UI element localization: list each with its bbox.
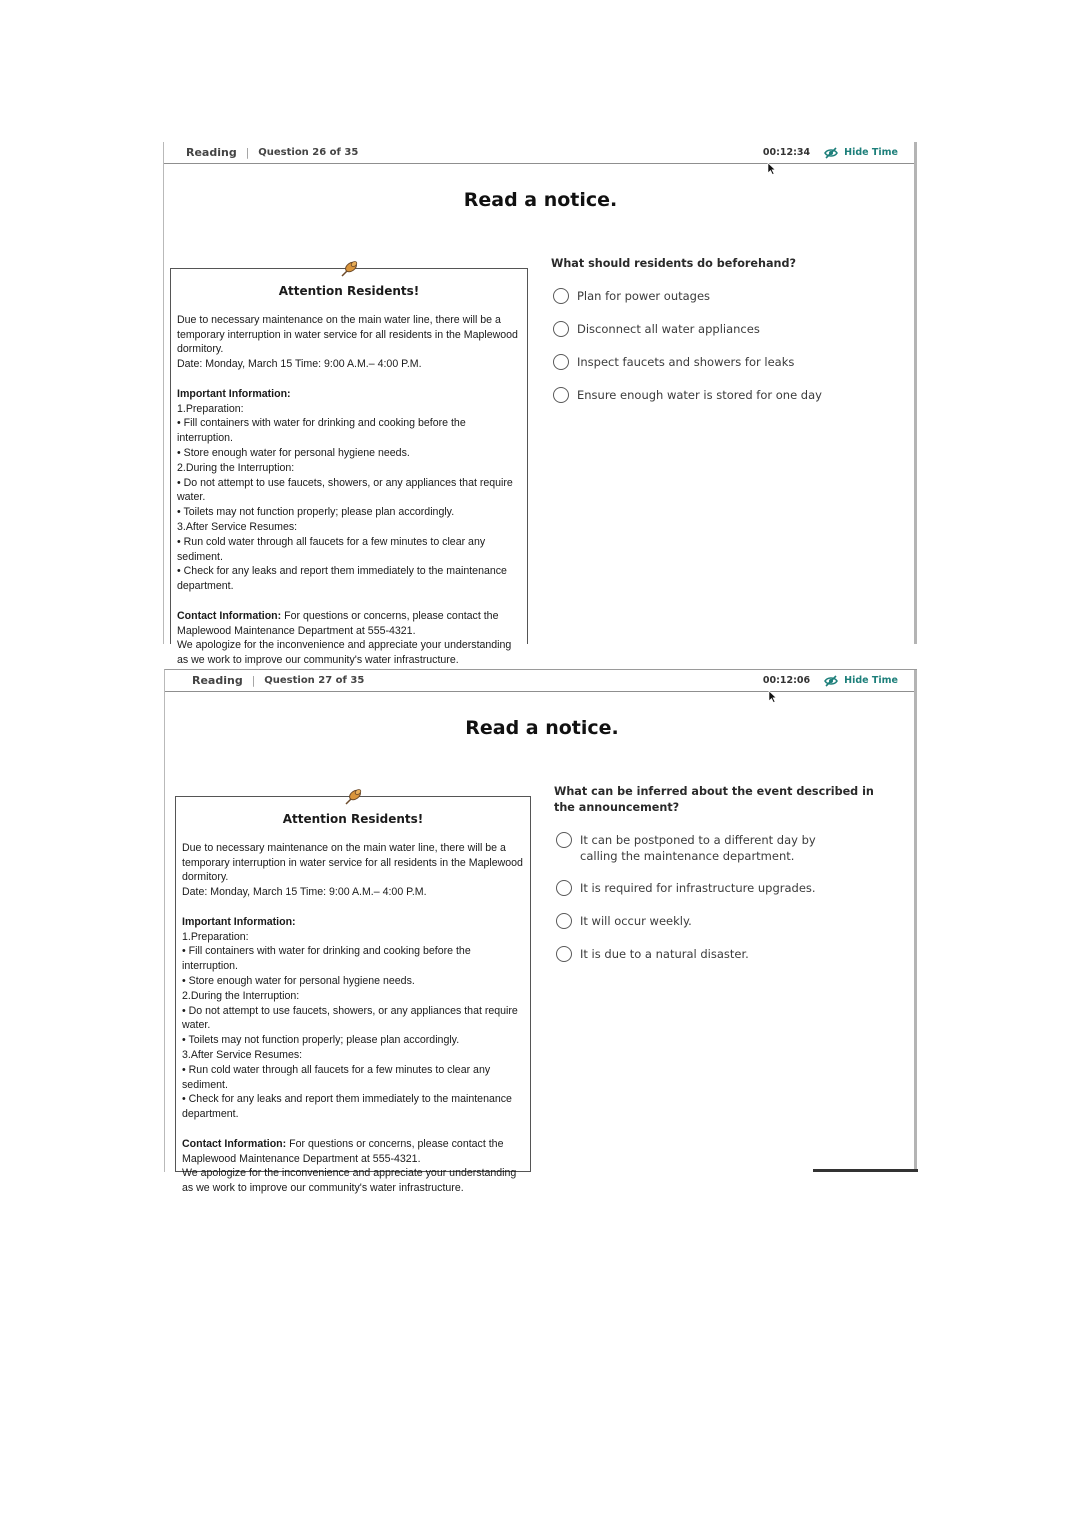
radio-button[interactable]: [556, 832, 572, 848]
notice-title: Attention Residents!: [282, 812, 424, 826]
after-item: • Check for any leaks and report them immediately to the maintenance department.: [177, 565, 507, 593]
radio-button[interactable]: [553, 288, 569, 304]
radio-button[interactable]: [556, 913, 572, 929]
contact-info: [182, 1137, 524, 1167]
radio-button[interactable]: [553, 354, 569, 370]
hide-time-button[interactable]: Hide Time: [844, 147, 898, 158]
answer-options: [555, 832, 875, 962]
question-prompt: What should residents do beforehand?: [551, 257, 796, 270]
eye-slash-icon[interactable]: [824, 675, 838, 687]
important-label: Important Information:: [177, 387, 291, 400]
section-label: Reading: [192, 674, 243, 687]
answer-option[interactable]: Disconnect all water appliances: [552, 321, 892, 337]
test-screen-q27: [164, 669, 917, 1195]
contact-text: For questions or concerns, please contact the Maplewood Maintenance Department at 555-4321.: [177, 609, 499, 637]
after-item: • Check for any leaks and report them immediately to the maintenance department.: [182, 1093, 512, 1121]
section-label: Reading: [186, 146, 237, 159]
radio-button[interactable]: [556, 946, 572, 962]
window-edge: [914, 670, 917, 1172]
during-item: • Do not attempt to use faucets, showers, or any appliances that require water.: [177, 476, 513, 504]
notice-apology: We apologize for the inconvenience and appreciate your understanding as we work to improve our community's water infrastructure.: [177, 639, 512, 667]
test-screen-q26: [163, 142, 917, 667]
after-item: • Run cold water through all faucets for a few minutes to clear any sediment.: [177, 535, 486, 563]
answer-option[interactable]: It will occur weekly.: [555, 913, 875, 929]
during-item: • Toilets may not function properly; please plan accordingly.: [177, 506, 455, 519]
page-heading: Read a notice.: [465, 717, 619, 739]
timer: 00:12:34: [762, 147, 811, 158]
during-item: • Do not attempt to use faucets, showers, or any appliances that require water.: [182, 1004, 518, 1032]
contact-label: Contact Information:: [177, 609, 282, 622]
radio-button[interactable]: [556, 880, 572, 896]
contact-text: For questions or concerns, please contact the Maplewood Maintenance Department at 555-4321.: [182, 1137, 504, 1165]
notice-card: [170, 268, 528, 667]
answer-option[interactable]: It is required for infrastructure upgrades.: [555, 880, 875, 896]
after-item: • Run cold water through all faucets for a few minutes to clear any sediment.: [182, 1063, 491, 1091]
preparation-item: • Store enough water for personal hygiene needs.: [177, 446, 410, 459]
notice-date: Date: Monday, March 15 Time: 9:00 A.M.– 4:00 P.M.: [177, 358, 422, 371]
pushpin-icon: [343, 788, 363, 806]
preparation-item: • Store enough water for personal hygiene needs.: [182, 974, 415, 987]
radio-button[interactable]: [553, 321, 569, 337]
preparation-label: 1.Preparation:: [182, 930, 249, 943]
mouse-pointer-icon: [767, 162, 776, 175]
answer-option[interactable]: Ensure enough water is stored for one day: [552, 387, 892, 403]
answer-option[interactable]: It can be postponed to a different day by calling the maintenance department.: [555, 832, 875, 864]
eye-slash-icon[interactable]: [824, 147, 838, 159]
notice-date: Date: Monday, March 15 Time: 9:00 A.M.– 4:00 P.M.: [182, 886, 427, 899]
preparation-item: • Fill containers with water for drinking and cooking before the interruption.: [177, 417, 466, 445]
notice-intro: Due to necessary maintenance on the main water line, there will be a temporary interruption in water service for all residents in the Maplewood dormitory.: [182, 841, 523, 884]
notice-card: [175, 796, 531, 1195]
answer-option[interactable]: Inspect faucets and showers for leaks: [552, 354, 892, 370]
notice-title: Attention Residents!: [278, 284, 420, 298]
after-label: 3.After Service Resumes:: [177, 520, 298, 533]
question-counter: Question 26 of 35: [258, 147, 359, 158]
during-item: • Toilets may not function properly; please plan accordingly.: [182, 1034, 460, 1047]
answer-options: [552, 288, 892, 403]
header-divider: |: [251, 674, 256, 687]
answer-option[interactable]: Plan for power outages: [552, 288, 892, 304]
page-heading: Read a notice.: [463, 189, 618, 211]
contact-info: [177, 609, 521, 639]
notice-intro: Due to necessary maintenance on the main water line, there will be a temporary interruption in water service for all residents in the Maplewood dormitory.: [177, 313, 518, 356]
preparation-item: • Fill containers with water for drinking and cooking before the interruption.: [182, 945, 471, 973]
test-header: [165, 670, 914, 692]
contact-label: Contact Information:: [182, 1137, 287, 1150]
mouse-pointer-icon: [768, 690, 777, 703]
timer: 00:12:06: [762, 675, 811, 686]
hide-time-button[interactable]: Hide Time: [844, 675, 898, 686]
question-counter: Question 27 of 35: [264, 675, 365, 686]
notice-apology: We apologize for the inconvenience and appreciate your understanding as we work to improve our community's water infrastructure.: [182, 1167, 517, 1195]
radio-button[interactable]: [553, 387, 569, 403]
important-label: Important Information:: [182, 915, 296, 928]
preparation-label: 1.Preparation:: [177, 402, 244, 415]
pushpin-icon: [339, 260, 359, 278]
test-header: [164, 142, 914, 164]
question-prompt: What can be inferred about the event described in the announcement?: [554, 785, 874, 814]
during-label: 2.During the Interruption:: [177, 461, 295, 474]
window-edge: [914, 142, 917, 644]
answer-option[interactable]: It is due to a natural disaster.: [555, 946, 875, 962]
header-divider: |: [245, 146, 250, 159]
after-label: 3.After Service Resumes:: [182, 1048, 303, 1061]
during-label: 2.During the Interruption:: [182, 989, 300, 1002]
window-bottom-edge: [813, 1169, 918, 1172]
